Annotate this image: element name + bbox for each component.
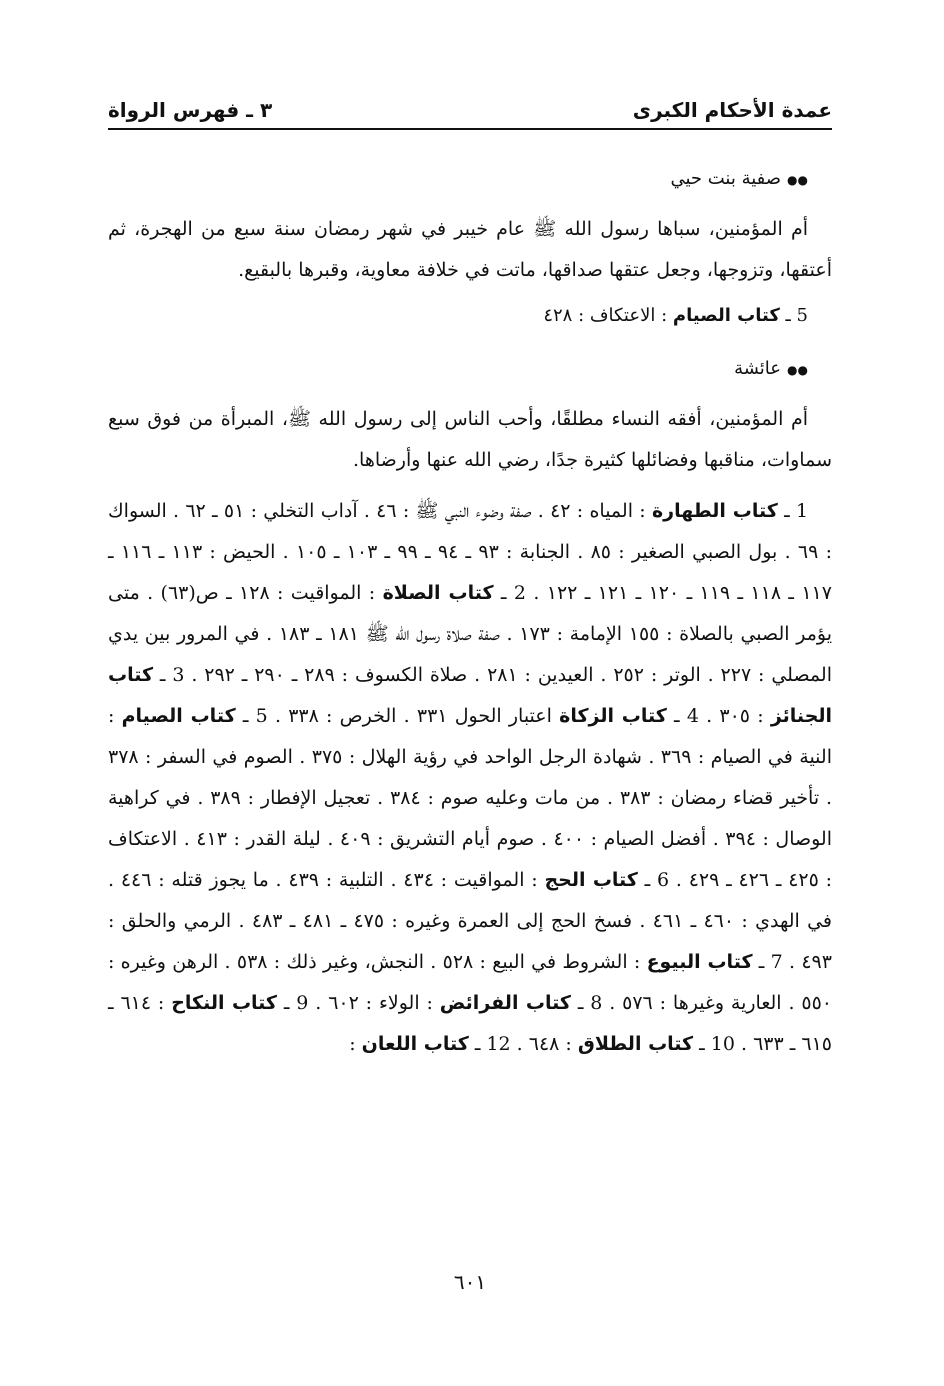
chapter-number: 5 ـ [785,305,808,326]
chapter-number: 4 ـ [674,705,699,727]
reference-pages: : الاعتكاف : ٤٢٨ [543,305,668,326]
chapter-entries: : المواقيت : ١٢٨ ـ ص(٦٣) . متى يؤمر الصبي بالصلاة : ١٥٥ الإمامة : ١٧٣ . صفة صلاة رسول الله ﷺ ١٨١ ـ ١٨٣ . في المرور بين يدي المصلي : ٢٢٧ . الوتر : ٢٥٢ . العيدين : ٢٨١ . صلاة الكسوف : ٢٨٩ ـ ٢٩٠ ـ ٢٩٢ . [108,582,832,686]
page-body [108,158,832,1065]
chapter-number: 1 ـ [784,500,809,522]
narrator-heading-aisha [108,348,808,391]
narrator-name: صفية بنت حيي [670,168,782,189]
narrator-name: عائشة [734,358,782,379]
chapter-entries: اعتبار الحول ٣٣١ . الخرص : ٣٣٨ . [274,705,552,727]
running-header [108,80,832,122]
chapter-number: 2 ـ [500,582,526,604]
bullet-icon: ●● [787,173,808,187]
chapter-entries: : الولاء : ٦٠٢ . [315,992,433,1014]
chapter-title: كتاب الجنائز [108,664,833,727]
chapter-entries: : ٦١٤ ـ ٦١٥ ـ ٦٣٣ . [108,992,832,1055]
narrator-bio: أم المؤمنين، أفقه النساء مطلقًا، وأحب الناس إلى رسول الله ﷺ، المبرأة من فوق سبع سماوات، مناقبها وفضائلها كثيرة جدًا، رضي الله عنها وأرضاها. [108,408,832,471]
header-divider [108,128,832,130]
chapter-entries: : [349,1033,356,1055]
narrator-heading-safiyya [108,158,808,201]
chapter-number: 3 ـ [159,664,185,686]
chapter-title: كتاب الحج [544,869,638,891]
chapter-number: 10 ـ [699,1033,735,1055]
chapter-title: كتاب الصلاة [382,582,494,604]
book-title: عمدة الأحكام الكبرى [632,98,832,122]
chapter-title: كتاب الصيام [121,705,236,727]
chapter-title: كتاب الفرائض [439,992,571,1014]
book-page [108,80,832,1320]
chapter-entries: : ٦٤٨ . [516,1033,572,1055]
chapter-number: 9 ـ [283,992,309,1014]
chapter-number: 5 ـ [242,705,268,727]
bullet-icon: ●● [787,363,808,377]
chapter-title: كتاب الزكاة [559,705,667,727]
chapter-number: 6 ـ [644,869,670,891]
chapter-number: 12 ـ [474,1033,511,1055]
narrator-index [108,491,832,1065]
chapter-entries: : ٣٠٥ . [706,705,764,727]
chapter-title: كتاب النكاح [171,992,277,1014]
chapter-number: 7 ـ [758,951,783,973]
section-title: ٣ ـ فهرس الرواة [108,98,273,122]
chapter-title: كتاب اللعان [361,1033,469,1055]
chapter-title: كتاب البيوع [646,951,753,973]
chapter-entries: : المواقيت : ٤٣٤ . التلبية : ٤٣٩ . ما يجوز قتله : ٤٤٦ . في الهدي : ٤٦٠ ـ ٤٦١ . فسخ الحج إلى العمرة وغيره : ٤٧٥ ـ ٤٨١ ـ ٤٨٣ . الرمي والحلق : ٤٩٣ . [108,869,832,973]
chapter-entries: : النية في الصيام : ٣٦٩ . شهادة الرجل الواحد في رؤية الهلال : ٣٧٥ . الصوم في السفر : ٣٧٨ . تأخير قضاء رمضان : ٣٨٣ . من مات وعليه صوم : ٣٨٤ . تعجيل الإفطار : ٣٨٩ . في كراهية الوصال : ٣٩٤ . أفضل الصيام : ٤٠٠ . صوم أيام التشريق : ٤٠٩ . ليلة القدر : ٤١٣ . الاعتكاف : ٤٢٥ ـ ٤٢٦ ـ ٤٢٩ . [108,705,833,891]
chapter-title: كتاب الطلاق [577,1033,694,1055]
chapter-number: 8 ـ [577,992,603,1014]
chapter-title: كتاب الصيام [672,305,780,326]
narrator-reference [108,295,808,336]
narrator-bio: أم المؤمنين، سباها رسول الله ﷺ عام خيبر في شهر رمضان سنة سبع من الهجرة، ثم أعتقها، وتزوجها، وجعل عتقها صداقها، ماتت في خلافة معاوية، وقبرها بالبقيع. [108,218,832,281]
chapter-entries: : الشروط في البيع : ٥٢٨ . النجش، وغير ذلك : ٥٣٨ . الرهن وغيره : ٥٥٠ . العارية وغيرها : ٥٧٦ . [108,951,832,1014]
chapter-title: كتاب الطهارة [651,500,778,522]
chapter-entries: : المياه : ٤٢ . صفة وضوء النبي ﷺ : ٤٦ . آداب التخلي : ٥١ ـ ٦٢ . السواك : ٦٩ . بول الصبي الصغير : ٨٥ . الجنابة : ٩٣ ـ ٩٤ ـ ٩٩ ـ ١٠٣ ـ ١٠٥ . الحيض : ١١٣ ـ ١١٦ ـ ١١٧ ـ ١١٨ ـ ١١٩ ـ ١٢٠ ـ ١٢١ ـ ١٢٢ . [108,500,832,604]
page-number: ٦٠١ [453,1270,487,1294]
